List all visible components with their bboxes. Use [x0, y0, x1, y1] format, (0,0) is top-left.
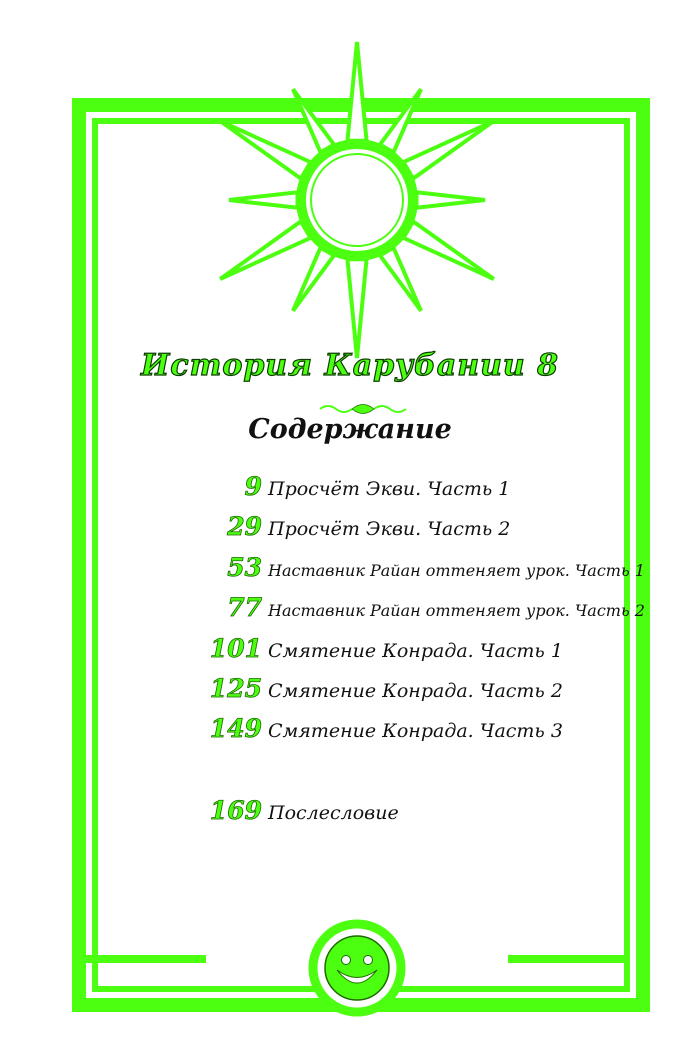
toc-page-number: 101 [209, 634, 262, 663]
toc-page-number: 77 [227, 593, 262, 622]
toc-entry-title: Просчёт Экви. Часть 2 [268, 518, 511, 540]
book-title: История Карубании 8 [140, 348, 560, 383]
toc-entry-title: Наставник Райан оттеняет урок. Часть 1 [268, 561, 645, 580]
toc-entry-title: Послесловие [268, 802, 399, 824]
toc-entry-title: Наставник Райан оттеняет урок. Часть 2 [268, 601, 645, 620]
toc-entry-title: Смятение Конрада. Часть 3 [268, 720, 563, 742]
toc-page-number: 29 [227, 512, 262, 541]
toc-page-number: 9 [244, 472, 262, 501]
toc-entry-title: Смятение Конрада. Часть 1 [268, 640, 563, 662]
toc-entry-title: Просчёт Экви. Часть 1 [268, 478, 511, 500]
toc-page-number: 125 [209, 674, 262, 703]
contents-heading: Содержание [248, 414, 452, 445]
toc-page-number: 53 [227, 553, 262, 582]
toc-page-number: 169 [209, 796, 262, 825]
toc-entry-title: Смятение Конрада. Часть 2 [268, 680, 563, 702]
toc-page-number: 149 [209, 714, 262, 743]
